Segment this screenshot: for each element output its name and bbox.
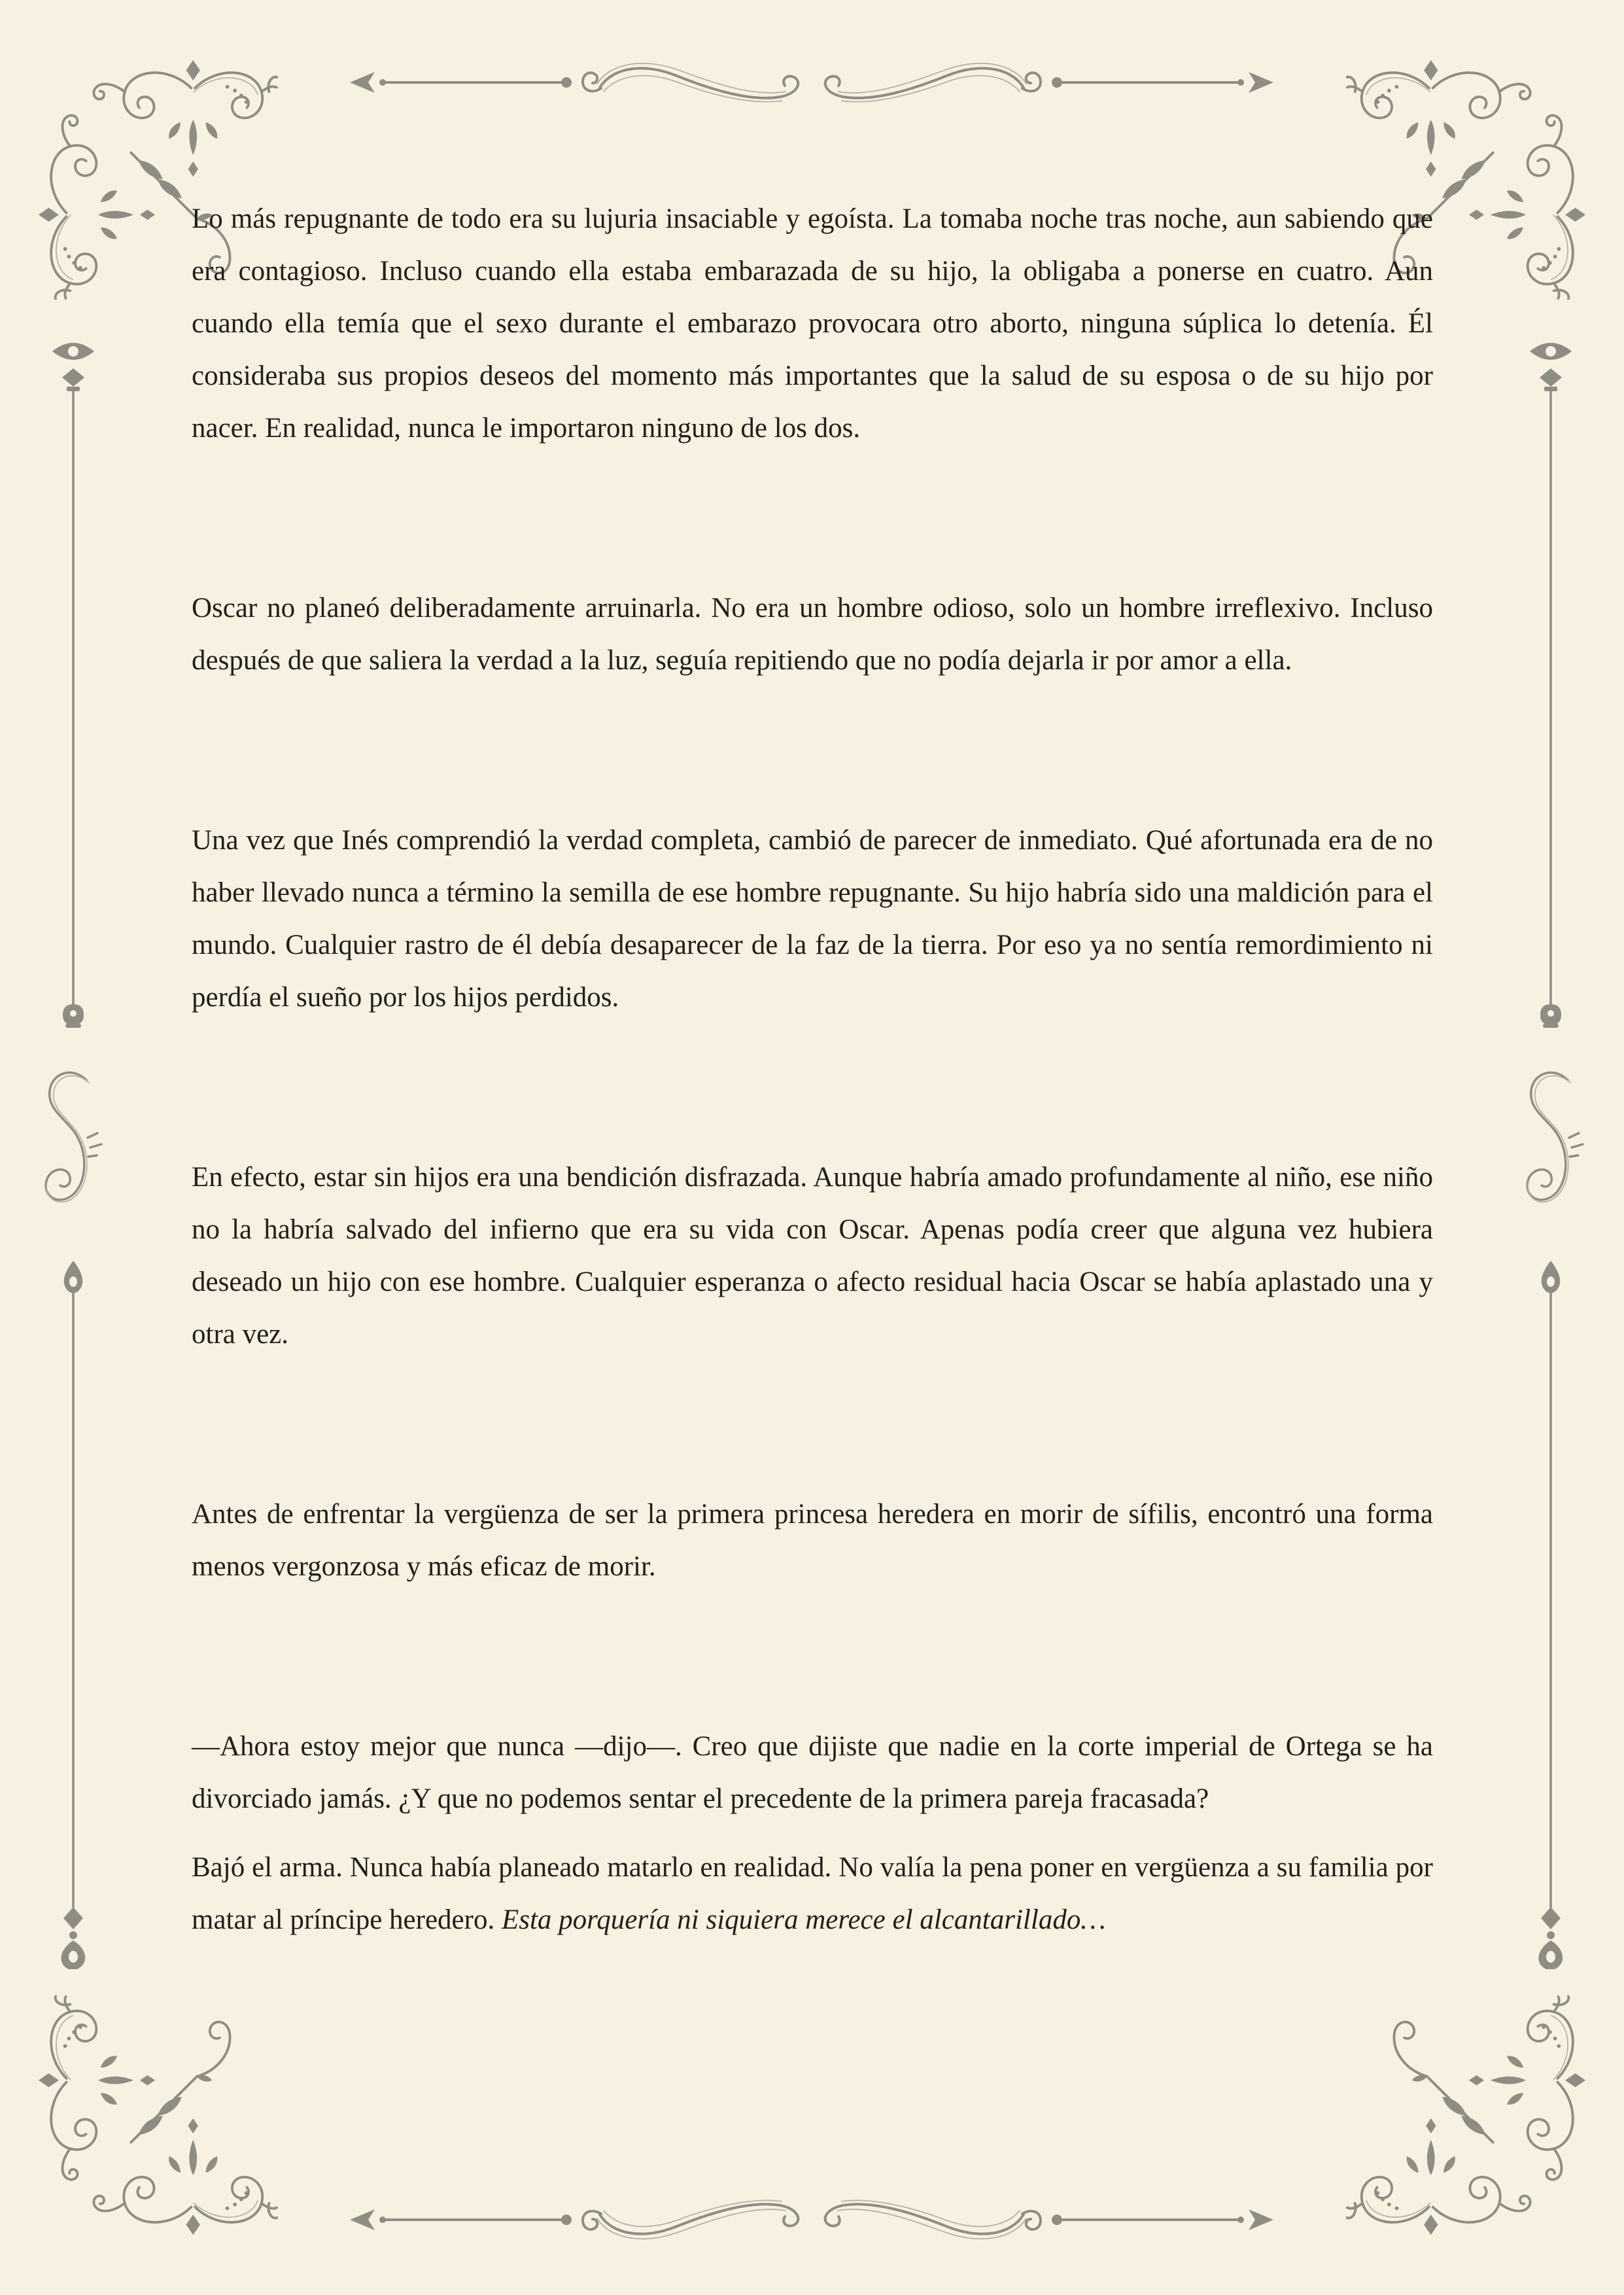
left-rail-figure8-swirl bbox=[39, 1070, 105, 1227]
paragraph-6-dialogue bbox=[192, 1721, 1433, 1825]
paragraph-5-text: Antes de enfrentar la vergüenza de ser la primera princesa heredera en morir de sífilis, encontró una forma menos vergonzosa y más eficaz de morir. bbox=[192, 1499, 1433, 1582]
paragraph-7 bbox=[192, 1842, 1433, 1946]
paragraph-2 bbox=[192, 582, 1433, 687]
right-rail-figure8-swirl bbox=[1521, 1070, 1586, 1227]
paragraph-7-text: Bajó el arma. Nunca había planeado matarlo en realidad. No valía la pena poner en vergüenza a su familia por matar al príncipe heredero. bbox=[192, 1852, 1433, 1935]
paragraph-5 bbox=[192, 1488, 1433, 1593]
paragraph-2-text: Oscar no planeó deliberadamente arruinarla. No era un hombre odioso, solo un hombre irreflexivo. Incluso después de que saliera la verdad a la luz, seguía repitiendo que no podía dejarla ir por amor a ella. bbox=[192, 593, 1433, 676]
right-rail-pin-lower bbox=[1525, 1259, 1577, 1969]
paragraph-3-text: Una vez que Inés comprendió la verdad completa, cambió de parecer de inmediato. Qué afortunada era de no haber llevado nunca a término la semilla de ese hombre repugnante. Su hijo habría sido una maldición para el mundo. Cualquier rastro de él debía desaparecer de la faz de la tierra. Por eso ya no sentía remordimiento ni perdía el sueño por los hijos perdidos. bbox=[192, 825, 1433, 1013]
paragraph-6-text: —Ahora estoy mejor que nunca —dijo—. Creo que dijiste que nadie en la corte imperial de Ortega se ha divorciado jamás. ¿Y que no podemos sentar el precedente de la primera pareja fracasada? bbox=[192, 1731, 1433, 1814]
paragraph-7-inner-thought: Esta porquería ni siquiera merece el alcantarillado… bbox=[501, 1904, 1106, 1935]
bottom-divider-ornament bbox=[346, 2195, 1277, 2245]
paragraph-1 bbox=[192, 193, 1433, 455]
corner-flourish-bottom-right bbox=[1346, 1995, 1587, 2236]
paragraph-3 bbox=[192, 815, 1433, 1024]
paragraph-1-text: Lo más repugnante de todo era su lujuria insaciable y egoísta. La tomaba noche tras noche, aun sabiendo que era contagioso. Incluso cuando ella estaba embarazada de su hijo, la obligaba a ponerse en cuatro. Aun cuando ella temía que el sexo durante el embarazo provocara otro aborto, ninguna súplica lo detenía. Él consideraba sus propios deseos del momento más importantes que la salud de su esposa o de su hijo por nacer. En realidad, nunca le importaron ninguno de los dos. bbox=[192, 203, 1433, 444]
left-rail-pin-lower bbox=[47, 1259, 99, 1969]
paragraph-4 bbox=[192, 1151, 1433, 1361]
top-divider-ornament bbox=[346, 58, 1277, 107]
page-text-column bbox=[192, 193, 1433, 1946]
right-rail-pin-upper bbox=[1525, 330, 1577, 1037]
paragraph-4-text: En efecto, estar sin hijos era una bendición disfrazada. Aunque habría amado profundamente al niño, ese niño no la habría salvado del infierno que era su vida con Oscar. Apenas podía creer que alguna vez hubiera deseado un hijo con ese hombre. Cualquier esperanza o afecto residual hacia Oscar se había aplastado una y otra vez. bbox=[192, 1162, 1433, 1350]
left-rail-pin-upper bbox=[47, 330, 99, 1037]
corner-flourish-bottom-left bbox=[37, 1995, 278, 2236]
